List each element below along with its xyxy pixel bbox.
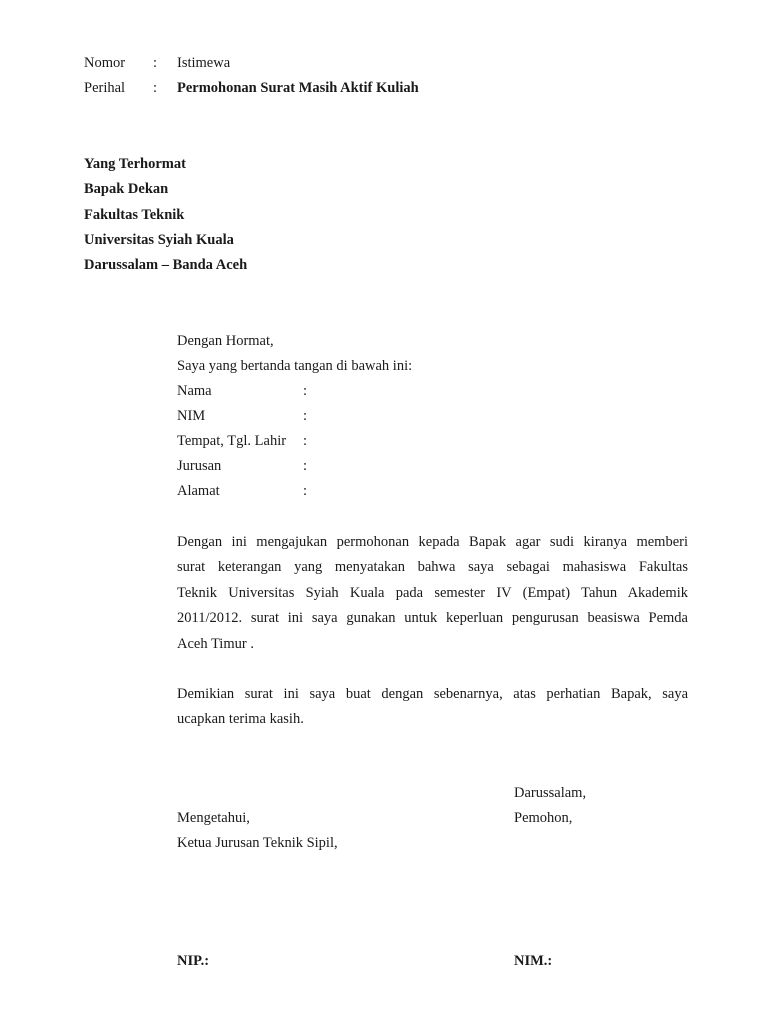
field-label-jurusan: Jurusan [177,458,222,474]
perihal-value: Permohonan Surat Masih Aktif Kuliah [177,80,419,96]
greeting: Dengan Hormat, [177,333,274,349]
paragraph-line: surat keterangan yang menyatakan bahwa saya sebagai mahasiswa Fakultas [177,559,688,576]
acknowledged-label: Mengetahui, [177,810,250,826]
recipient-line: Bapak Dekan [84,181,169,197]
nomor-colon: : [153,55,158,71]
paragraph-line: Aceh Timur . [177,635,254,652]
body-paragraph-request [177,530,688,657]
field-colon: : [303,458,308,474]
paragraph-line: Teknik Universitas Syiah Kuala pada semester IV (Empat) Tahun Akademik [177,584,688,601]
field-label-nama: Nama [177,383,212,399]
field-label-alamat: Alamat [177,483,220,499]
field-colon: : [303,408,308,424]
perihal-label: Perihal [84,80,126,96]
perihal-colon: : [153,80,158,96]
field-colon: : [303,383,308,399]
paragraph-line: Demikian surat ini saya buat dengan sebenarnya, atas perhatian Bapak, saya [177,686,688,702]
paragraph-line: 2011/2012. surat ini saya gunakan untuk keperluan pengurusan beasiswa Pemda [177,610,688,627]
field-colon: : [303,483,308,499]
intro-sentence: Saya yang bertanda tangan di bawah ini: [177,358,413,374]
recipient-line: Universitas Syiah Kuala [84,232,234,248]
paragraph-line: ucapkan terima kasih. [177,711,304,728]
applicant-role: Pemohon, [514,810,573,826]
recipient-line: Yang Terhormat [84,156,186,172]
nomor-value: Istimewa [177,55,231,71]
nim-label: NIM.: [514,953,553,969]
signature-place: Darussalam, [514,785,587,801]
field-label-tempat-tgl-lahir: Tempat, Tgl. Lahir [177,433,287,449]
body-paragraph-closing [177,682,688,733]
department-head-title: Ketua Jurusan Teknik Sipil, [177,835,338,851]
recipient-line: Darussalam – Banda Aceh [84,257,248,273]
field-label-nim: NIM [177,408,206,424]
field-colon: : [303,433,308,449]
recipient-line: Fakultas Teknik [84,207,185,223]
paragraph-line: Dengan ini mengajukan permohonan kepada Bapak agar sudi kiranya memberi [177,534,688,550]
nip-label: NIP.: [177,953,210,969]
nomor-label: Nomor [84,55,126,71]
